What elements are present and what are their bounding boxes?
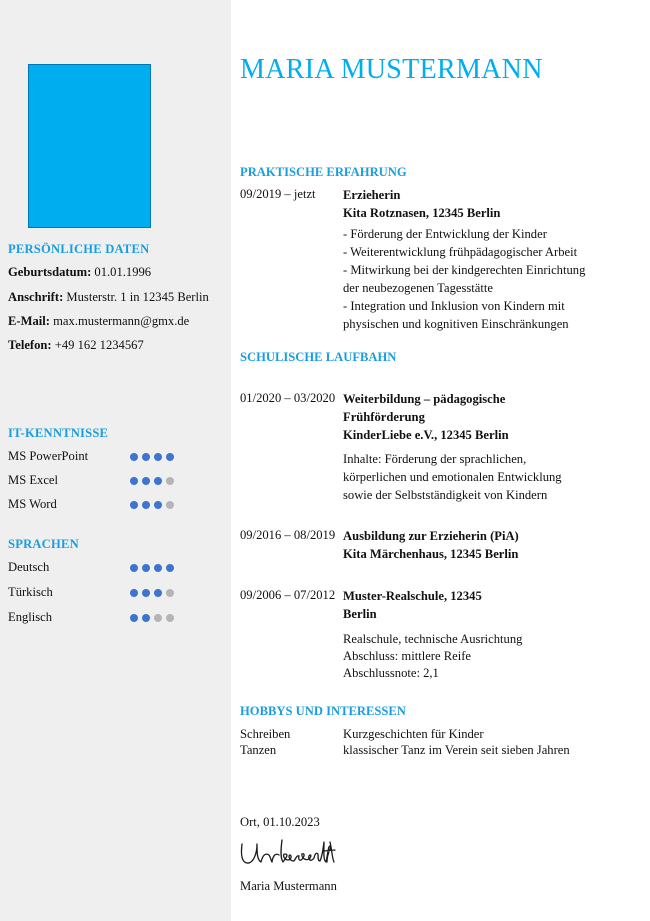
rating-dot-filled <box>142 453 150 461</box>
skill-label: MS PowerPoint <box>8 449 89 463</box>
email-line <box>8 314 189 329</box>
title-line: Berlin <box>343 607 377 621</box>
detail-line: Realschule, technische Ausrichtung <box>343 632 523 646</box>
task-line: - Mitwirkung bei der kindgerechten Einrichtung <box>343 263 586 277</box>
language-label: Deutsch <box>8 560 50 574</box>
language-row-englisch <box>8 610 223 626</box>
detail-line: Abschlussnote: 2,1 <box>343 666 439 680</box>
experience-date: 09/2019 – jetzt <box>240 187 316 201</box>
rating-dot-filled <box>130 477 138 485</box>
hobby-description: klassischer Tanz im Verein seit sieben Jahren <box>343 743 570 757</box>
phone-label: Telefon: <box>8 338 52 352</box>
email-value: max.mustermann@gmx.de <box>53 314 190 328</box>
rating-dot-filled <box>142 614 150 622</box>
education-title <box>343 390 509 444</box>
title-line: Frühförderung <box>343 410 425 424</box>
rating-dot-filled <box>130 501 138 509</box>
education-date: 09/2006 – 07/2012 <box>240 588 336 602</box>
skill-label: MS Excel <box>8 473 59 487</box>
detail-line: körperlichen und emotionalen Entwicklung <box>343 470 562 484</box>
title-line: Erzieherin <box>343 188 401 202</box>
education-date: 09/2016 – 08/2019 <box>240 528 336 542</box>
birthdate-value: 01.01.1996 <box>94 265 152 279</box>
detail-line: Abschluss: mittlere Reife <box>343 649 472 663</box>
language-label: Englisch <box>8 610 53 624</box>
detail-line: sowie der Selbstständigkeit von Kindern <box>343 488 548 502</box>
rating-dot-filled <box>142 589 150 597</box>
address-label: Anschrift: <box>8 290 64 304</box>
language-label: Türkisch <box>8 585 53 599</box>
rating-dot-filled <box>142 501 150 509</box>
rating-dot-filled <box>130 589 138 597</box>
rating-dot-empty <box>166 477 174 485</box>
skill-row-powerpoint <box>8 449 223 465</box>
rating-dot-filled <box>142 564 150 572</box>
rating-dot-filled <box>142 477 150 485</box>
title-line: KinderLiebe e.V., 12345 Berlin <box>343 428 509 442</box>
education-date: 01/2020 – 03/2020 <box>240 391 336 405</box>
signature-image <box>238 836 342 874</box>
it-skills-heading: IT-KENNTNISSE <box>8 426 109 440</box>
phone-value: +49 162 1234567 <box>54 338 144 352</box>
task-line: - Förderung der Entwicklung der Kinder <box>343 227 547 241</box>
skill-label: MS Word <box>8 497 57 511</box>
rating-dot-filled <box>154 564 162 572</box>
rating-dot-empty <box>166 589 174 597</box>
rating-dot-filled <box>166 453 174 461</box>
signer-name: Maria Mustermann <box>240 879 337 893</box>
experience-heading: PRAKTISCHE ERFAHRUNG <box>240 165 407 179</box>
rating-dot-filled <box>154 501 162 509</box>
language-row-tuerkisch <box>8 585 223 601</box>
hobby-label: Tanzen <box>240 743 277 757</box>
education-title <box>343 587 482 623</box>
sidebar <box>0 0 231 921</box>
experience-tasks <box>343 225 585 333</box>
education-title <box>343 527 519 563</box>
title-line: Kita Rotznasen, 12345 Berlin <box>343 206 501 220</box>
email-label: E-Mail: <box>8 314 50 328</box>
rating-dot-empty <box>166 614 174 622</box>
title-line: Muster-Realschule, 12345 <box>343 589 482 603</box>
rating-dot-filled <box>154 453 162 461</box>
education-heading: SCHULISCHE LAUFBAHN <box>240 350 397 364</box>
skill-row-excel <box>8 473 223 489</box>
title-line: Weiterbildung – pädagogische <box>343 392 506 406</box>
hobby-description: Kurzgeschichten für Kinder <box>343 727 484 741</box>
rating-dot-empty <box>166 501 174 509</box>
experience-title <box>343 186 500 222</box>
rating-dot-filled <box>154 477 162 485</box>
education-details <box>343 631 522 682</box>
title-line: Ausbildung zur Erzieherin (PiA) <box>343 529 519 543</box>
place-date: Ort, 01.10.2023 <box>240 815 320 829</box>
applicant-name: MARIA MUSTERMANN <box>240 54 543 85</box>
hobby-label: Schreiben <box>240 727 291 741</box>
task-line: der neubezogenen Tagesstätte <box>343 281 493 295</box>
language-row-deutsch <box>8 560 223 576</box>
title-line: Kita Märchenhaus, 12345 Berlin <box>343 547 519 561</box>
profile-photo-placeholder <box>28 64 151 228</box>
rating-dot-filled <box>130 564 138 572</box>
rating-dot-filled <box>154 589 162 597</box>
task-line: - Integration und Inklusion von Kindern mit <box>343 299 565 313</box>
rating-dot-filled <box>166 564 174 572</box>
birthdate-line <box>8 265 151 280</box>
personal-data-heading: PERSÖNLICHE DATEN <box>8 242 150 256</box>
rating-dot-filled <box>130 614 138 622</box>
birthdate-label: Geburtsdatum: <box>8 265 92 279</box>
task-line: physischen und kognitiven Einschränkungen <box>343 317 569 331</box>
detail-line: Inhalte: Förderung der sprachlichen, <box>343 452 527 466</box>
address-value: Musterstr. 1 in 12345 Berlin <box>66 290 209 304</box>
address-line <box>8 290 209 305</box>
task-line: - Weiterentwicklung frühpädagogischer Arbeit <box>343 245 578 259</box>
rating-dot-empty <box>154 614 162 622</box>
hobbies-heading: HOBBYS UND INTERESSEN <box>240 704 406 718</box>
languages-heading: SPRACHEN <box>8 537 79 551</box>
skill-row-word <box>8 497 223 513</box>
rating-dot-filled <box>130 453 138 461</box>
education-details <box>343 450 562 504</box>
phone-line <box>8 338 144 353</box>
signature-icon <box>238 836 342 870</box>
